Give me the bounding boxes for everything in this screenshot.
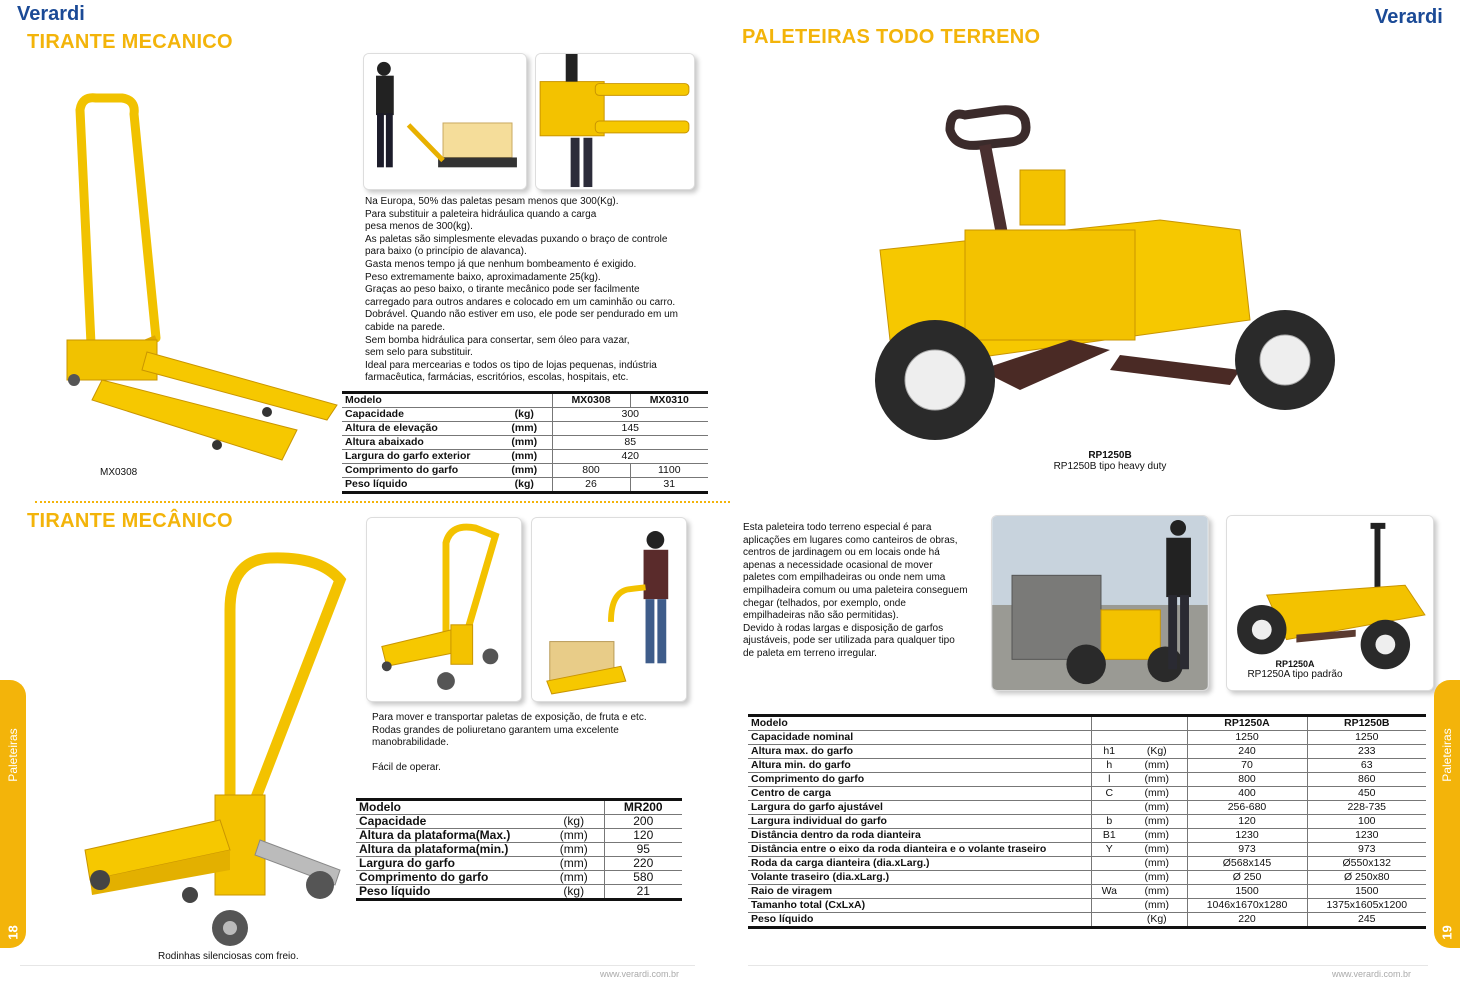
table-header-cell: RP1250B <box>1307 716 1426 731</box>
table-row: Comprimento do garfo (mm) 580 <box>356 871 682 885</box>
table-row: Largura do garfo exterior (mm) 420 <box>342 450 708 464</box>
photo-man-with-rp1250 <box>991 515 1209 691</box>
table-cell: Largura individual do garfo <box>748 815 1091 829</box>
mr200-description: Para mover e transportar paletas de exposição, de fruta e etc. Rodas grandes de poliuretano garantem uma excelente manobrabilidade. Fácil de operar. <box>372 712 647 774</box>
brand-logo-right: Verardi <box>1375 6 1443 28</box>
table-cell: h <box>1091 759 1127 773</box>
table-cell: 973 <box>1187 843 1307 857</box>
table-row <box>748 745 1426 759</box>
section-title-tirante-mecanico: TIRANTE MECANICO <box>27 31 233 53</box>
side-tab-left <box>0 680 26 948</box>
table-cell: B1 <box>1091 829 1127 843</box>
table-row <box>748 731 1426 745</box>
section-divider <box>35 501 730 503</box>
rp1250b-product-image <box>870 100 1335 480</box>
table-cell <box>1091 899 1127 913</box>
photo-man-with-mr200 <box>531 517 687 702</box>
page-number-right: 19 <box>1439 925 1455 940</box>
rp1250a-caption-desc: RP1250A tipo padrão <box>1247 669 1343 680</box>
table-cell: Volante traseiro (dia.xLarg.) <box>748 871 1091 885</box>
table-cell: Comprimento do garfo <box>748 773 1091 787</box>
photo-mr200-angle <box>366 517 522 702</box>
table-row: Altura abaixado (mm) 85 <box>342 436 708 450</box>
table-row <box>748 829 1426 843</box>
table-row <box>748 787 1426 801</box>
table-cell: Roda da carga dianteira (dia.xLarg.) <box>748 857 1091 871</box>
table-cell: (mm) <box>1127 899 1187 913</box>
table-cell: (mm) <box>1127 871 1187 885</box>
table-cell: 233 <box>1307 745 1426 759</box>
mr200-caption: Rodinhas silenciosas com freio. <box>158 951 299 962</box>
section-title-tirante-mecanico-2: TIRANTE MECÂNICO <box>27 510 233 532</box>
table-cell: Largura do garfo ajustável <box>748 801 1091 815</box>
rp-description: Esta paleteira todo terreno especial é para aplicações em lugares como canteiros de obras, centros de jardinagem ou em locais onde há apenas a necessidade ocasional de mover paletes com empilhadeiras ou onde nem uma empilhadeira comum ou uma paleteira conseguem chegar (telhados, por exemplo, onde empilhadeiras não são permitidas). Devido à rodas largas e disposição de garfos ajustáveis, pode ser utilizada para qualquer tipo de paleta em terreno irregular. <box>743 522 968 659</box>
table-cell: Altura min. do garfo <box>748 759 1091 773</box>
mx-description: Na Europa, 50% das paletas pesam menos que 300(Kg). Para substituir a paleteira hidráulica quando a carga pesa menos de 300(kg). As paletas são simplesmente elevadas puxando o braço de controle para baixo (o princípio de alavanca). Gasta menos tempo já que nenhum bombeamento é exigido. Peso extremamente baixo, aproximadamente 25(kg). Graças ao peso baixo, o tirante mecânico pode ser facilmente carregado para outros andares e colocado em um caminhão ou carro. Dobrável. Quando não estiver em uso, ele pode ser pendurado em um cabide na parede. Sem bomba hidráulica para consertar, sem óleo para vazar, sem selo para substituir. Ideal para mercearias e todos os tipo de lojas pequenas, indústria farmacêutica, farmácias, escritórios, escolas, hospitais, etc. <box>365 196 678 384</box>
rp1250b-caption-model: RP1250B <box>1088 450 1132 461</box>
table-cell: Ø550x132 <box>1307 857 1426 871</box>
table-header-cell: Modelo <box>356 800 544 815</box>
table-cell: (mm) <box>1127 885 1187 899</box>
table-cell: 1250 <box>1187 731 1307 745</box>
table-cell: 1046x1670x1280 <box>1187 899 1307 913</box>
table-cell: 245 <box>1307 913 1426 928</box>
table-cell: 120 <box>1187 815 1307 829</box>
footer-url-left: www.verardi.com.br <box>600 969 680 979</box>
table-cell: Ø 250 <box>1187 871 1307 885</box>
table-row: Altura de elevação (mm) 145 <box>342 422 708 436</box>
table-row <box>748 885 1426 899</box>
table-cell: (mm) <box>1127 829 1187 843</box>
footer-url-right: www.verardi.com.br <box>1332 969 1412 979</box>
table-cell: 220 <box>1187 913 1307 928</box>
table-cell: 400 <box>1187 787 1307 801</box>
table-cell: C <box>1091 787 1127 801</box>
table-cell: 1375x1605x1200 <box>1307 899 1426 913</box>
table-cell: (mm) <box>1127 801 1187 815</box>
table-row <box>748 801 1426 815</box>
table-cell: Raio de viragem <box>748 885 1091 899</box>
table-cell: (mm) <box>1127 787 1187 801</box>
table-header-cell: RP1250A <box>1187 716 1307 731</box>
table-cell: (mm) <box>1127 773 1187 787</box>
table-cell <box>1091 913 1127 928</box>
table-header-cell: Modelo <box>342 393 497 408</box>
mx0308-caption: MX0308 <box>100 467 138 478</box>
table-row: Peso líquido (kg) 21 <box>356 885 682 900</box>
table-cell: Y <box>1091 843 1127 857</box>
table-cell: 973 <box>1307 843 1426 857</box>
table-cell: 1250 <box>1307 731 1426 745</box>
table-header-cell: Modelo <box>748 716 1091 731</box>
table-row <box>748 815 1426 829</box>
table-cell: 63 <box>1307 759 1426 773</box>
table-cell: 70 <box>1187 759 1307 773</box>
table-header-cell: MR200 <box>604 800 682 815</box>
footer-rule-left <box>20 965 695 966</box>
table-cell: Capacidade nominal <box>748 731 1091 745</box>
table-cell: (Kg) <box>1127 745 1187 759</box>
table-cell: l <box>1091 773 1127 787</box>
table-cell: (mm) <box>1127 759 1187 773</box>
table-row: Largura do garfo (mm) 220 <box>356 857 682 871</box>
table-row: Peso líquido (kg) 26 31 <box>342 478 708 493</box>
table-cell: h1 <box>1091 745 1127 759</box>
table-row <box>748 759 1426 773</box>
table-row <box>748 857 1426 871</box>
table-cell: 1230 <box>1307 829 1426 843</box>
table-row <box>748 871 1426 885</box>
table-cell: Wa <box>1091 885 1127 899</box>
table-cell: 860 <box>1307 773 1426 787</box>
table-cell <box>1091 801 1127 815</box>
table-row <box>748 843 1426 857</box>
side-tab-label: Paleteiras <box>1440 728 1454 782</box>
mx0308-product-image <box>52 90 342 465</box>
table-cell: Centro de carga <box>748 787 1091 801</box>
table-cell: Ø568x145 <box>1187 857 1307 871</box>
table-cell: 100 <box>1307 815 1426 829</box>
table-cell: Altura max. do garfo <box>748 745 1091 759</box>
mx-spec-table <box>342 391 708 494</box>
side-tab-label: Paleteiras <box>6 728 20 782</box>
table-cell: Ø 250x80 <box>1307 871 1426 885</box>
table-cell: (mm) <box>1127 857 1187 871</box>
page-number-left: 18 <box>5 925 21 940</box>
table-cell: 240 <box>1187 745 1307 759</box>
photo-rp1250a <box>1226 515 1434 691</box>
section-title-paleteiras-todo-terreno: PALETEIRAS TODO TERRENO <box>742 26 1041 48</box>
table-header-cell: MX0310 <box>630 393 708 408</box>
side-tab-right <box>1434 680 1460 948</box>
table-row: Capacidade (kg) 200 <box>356 815 682 829</box>
table-cell: (mm) <box>1127 843 1187 857</box>
rp1250a-caption-model: RP1250A <box>1275 659 1315 669</box>
table-cell <box>1091 871 1127 885</box>
mr200-spec-table <box>356 798 682 901</box>
table-header-cell: MX0308 <box>552 393 630 408</box>
table-row <box>748 899 1426 913</box>
table-cell: 450 <box>1307 787 1426 801</box>
brand-logo-left: Verardi <box>17 3 85 25</box>
rp1250b-caption <box>1040 450 1180 472</box>
table-cell: b <box>1091 815 1127 829</box>
table-cell: (Kg) <box>1127 913 1187 928</box>
table-cell <box>1127 731 1187 745</box>
table-row: Comprimento do garfo (mm) 800 1100 <box>342 464 708 478</box>
table-cell <box>1091 857 1127 871</box>
table-cell: Tamanho total (CxLxA) <box>748 899 1091 913</box>
table-row: Altura da plataforma(min.) (mm) 95 <box>356 843 682 857</box>
table-cell: Distância entre o eixo da roda dianteira e o volante traseiro <box>748 843 1091 857</box>
table-cell: 1500 <box>1187 885 1307 899</box>
table-cell: Peso líquido <box>748 913 1091 928</box>
table-row <box>748 913 1426 928</box>
table-cell: Distância dentro da roda dianteira <box>748 829 1091 843</box>
rp1250b-caption-desc: RP1250B tipo heavy duty <box>1053 461 1167 472</box>
table-cell: 800 <box>1187 773 1307 787</box>
rp1250a-caption <box>1235 659 1355 680</box>
table-row <box>748 773 1426 787</box>
table-row: Altura da plataforma(Max.) (mm) 120 <box>356 829 682 843</box>
table-cell: 228-735 <box>1307 801 1426 815</box>
table-cell <box>1091 731 1127 745</box>
photo-folded-stacker <box>535 53 695 190</box>
table-row: Capacidade (kg) 300 <box>342 408 708 422</box>
table-cell: (mm) <box>1127 815 1187 829</box>
table-cell: 1500 <box>1307 885 1426 899</box>
table-cell: 256-680 <box>1187 801 1307 815</box>
table-cell: 1230 <box>1187 829 1307 843</box>
rp-spec-table <box>748 714 1426 929</box>
photo-man-pulling-pallet <box>363 53 527 190</box>
mr200-product-image <box>80 550 355 950</box>
footer-rule-right <box>748 965 1428 966</box>
